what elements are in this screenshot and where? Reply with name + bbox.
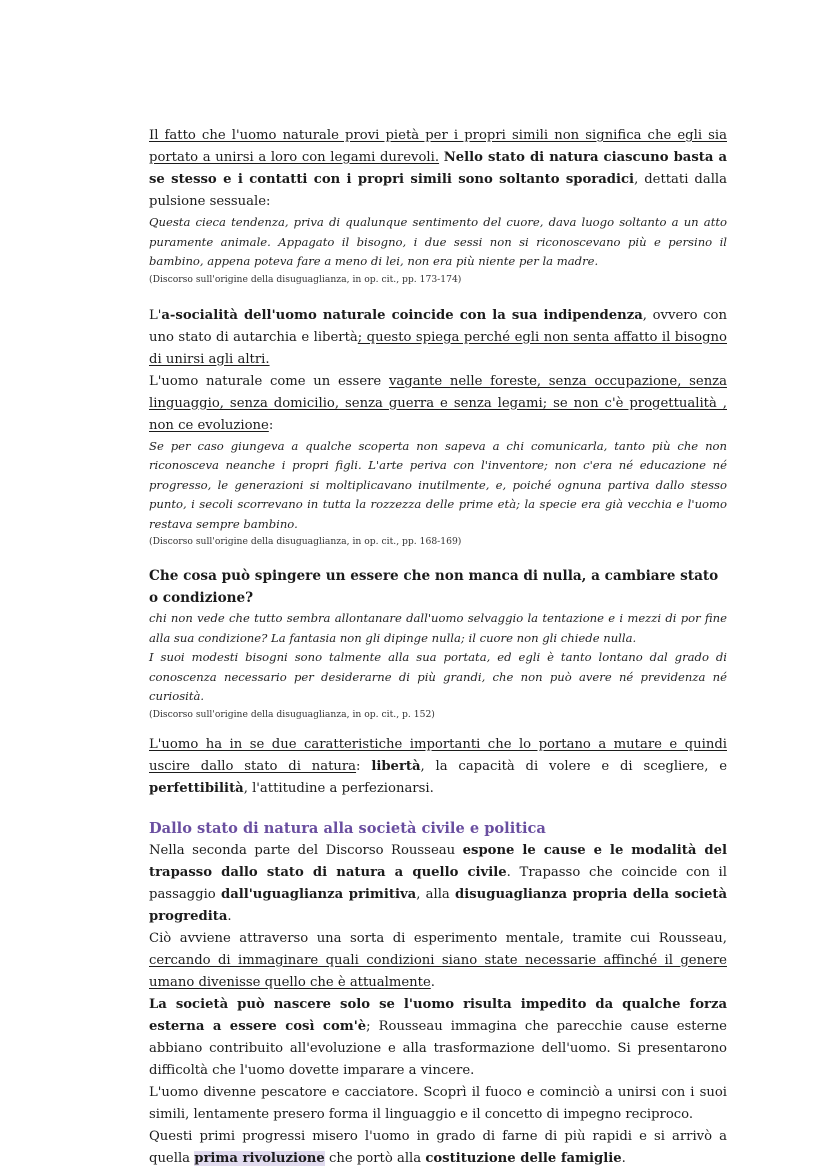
text-span: Ciò avviene attraverso una sorta di esperimento mentale, tramite cui Rousseau, — [149, 930, 727, 946]
text-span: , alla — [416, 886, 455, 902]
quote-discovery: Se per caso giungeva a qualche scoperta non sapeva a chi comunicarla, tanto più che non riconosceva neanche i propri figli. L'arte periva con l'inventore; non c'era né educazione né progresso, le generazioni si moltiplicavano inutilmente, e, poiché ognuna partiva dallo stesso punto, i secoli scorrevano in tutta la rozzezza delle prime età; la specie era già vecchia e l'uomo restava sempre bambino. — [149, 438, 727, 531]
text-span: : — [356, 758, 372, 774]
paragraph-asociality — [149, 305, 727, 371]
underlined-text: vagante nelle foreste, senza occupazione, senza linguaggio, senza domicilio, senza guerra e senza legami; se non c'è progettualità , non ce evoluzione — [149, 373, 727, 433]
text-span: L' — [149, 307, 162, 323]
paragraph-first-revolution — [149, 1126, 727, 1170]
text-span: . — [227, 908, 232, 924]
text-span: . — [621, 1150, 626, 1166]
bold-text: dall'uguaglianza primitiva — [220, 886, 417, 902]
paragraph-society-birth — [149, 994, 727, 1082]
bold-text: La società può nascere solo se l'uomo risulta impedito da qualche forza esterna a essere così com'è — [149, 996, 727, 1034]
question-heading: Che cosa può spingere un essere che non manca di nulla, a cambiare stato o condizione? — [149, 568, 719, 606]
section-heading: Dallo stato di natura alla società civile e politica — [149, 819, 546, 837]
text-span: , l'attitudine a perfezionarsi. — [243, 780, 434, 796]
citation: (Discorso sull'origine della disuguaglianza, in op. cit., pp. 168-169) — [149, 536, 462, 547]
paragraph-natural-man-pity — [149, 125, 727, 213]
underlined-text: L'uomo ha in se due caratteristiche importanti che lo portano a mutare e quindi uscire dallo stato di natura — [149, 736, 727, 774]
text-span: che portò alla — [324, 1150, 426, 1166]
text-span: , ovvero con uno stato di autarchia e libertà — [149, 307, 727, 345]
page-content — [149, 125, 727, 1170]
quote-temptation: chi non vede che tutto sembra allontanare dall'uomo selvaggio la tentazione e i mezzi di por fine alla sua condizione? La fantasia non gli dipinge nulla; il cuore non gli chiede nulla. — [149, 611, 727, 645]
highlighted-bold-text: prima rivoluzione — [194, 1150, 325, 1166]
paragraph-two-characteristics — [149, 734, 727, 800]
text-span: . — [430, 974, 435, 990]
paragraph-wandering-man — [149, 371, 727, 437]
bold-text: disuguaglianza propria della società progredita — [149, 886, 727, 924]
citation: (Discorso sull'origine della disuguaglianza, in op. cit., p. 152) — [149, 708, 435, 720]
text-span: Questi primi progressi misero l'uomo in grado di farne di più rapidi e si arrivò a quella — [149, 1128, 727, 1166]
underlined-text: cercando di immaginare quali condizioni siano state necessarie affinché il genere umano divenisse quello che è attualmente — [149, 952, 727, 990]
text-span: , dettati dalla pulsione sessuale: — [149, 172, 727, 209]
bold-text: costituzione delle famiglie — [425, 1150, 622, 1166]
underlined-text: Il fatto che l'uomo naturale provi pietà per i propri simili non significa che egli sia portato a unirsi a loro con legami durevoli. — [149, 128, 727, 165]
text-span: ; Rousseau immagina che parecchie cause esterne abbiano contribuito all'evoluzione e alla trasformazione dell'uomo. Si presentarono difficoltà che l'uomo dovette imparare a vincere. — [149, 1018, 727, 1078]
paragraph-fisherman-hunter: L'uomo divenne pescatore e cacciatore. Scoprì il fuoco e cominciò a unirsi con i suoi simili, lentamente presero forma il linguaggio e il concetto di impegno reciproco. — [149, 1084, 727, 1122]
bold-text: Nello stato di natura ciascuno basta a se stesso e i contatti con i propri simili sono soltanto sporadici — [149, 150, 727, 187]
bold-text: a-socialità dell'uomo naturale coincide con la sua indipendenza — [161, 307, 643, 323]
text-span: , la capacità di volere e di scegliere, e — [420, 758, 728, 774]
text-span: . Trapasso che coincide con il passaggio — [149, 864, 727, 902]
bold-text: perfettibilità — [149, 780, 244, 796]
text-span: L'uomo naturale come un essere — [149, 373, 389, 389]
paragraph-mental-experiment — [149, 928, 727, 994]
underlined-text: ; questo spiega perché egli non senta affatto il bisogno di unirsi agli altri. — [149, 329, 727, 367]
bold-text: libertà — [371, 758, 421, 774]
citation: (Discorso sull'origine della disuguaglianza, in op. cit., pp. 173-174) — [149, 273, 462, 285]
bold-text: espone le cause e le modalità del trapasso dallo stato di natura a quello civile — [149, 842, 727, 880]
paragraph-second-part — [149, 840, 727, 928]
quote-modest-needs: I suoi modesti bisogni sono talmente alla sua portata, ed egli è tanto lontano dal grado di conoscenza necessario per desiderarne di più grandi, che non può avere né previdenza né curiosità. — [149, 650, 727, 703]
quote-blind-tendency: Questa cieca tendenza, priva di qualunque sentimento del cuore, dava luogo soltanto a un atto puramente animale. Appagato il bisogno, i due sessi non si riconoscevano più e persino il bambino, appena poteva fare a meno di lei, non era più niente per la madre. — [149, 215, 727, 268]
text-span: : — [268, 417, 274, 433]
text-span: Nella seconda parte del Discorso Rousseau — [149, 842, 463, 858]
